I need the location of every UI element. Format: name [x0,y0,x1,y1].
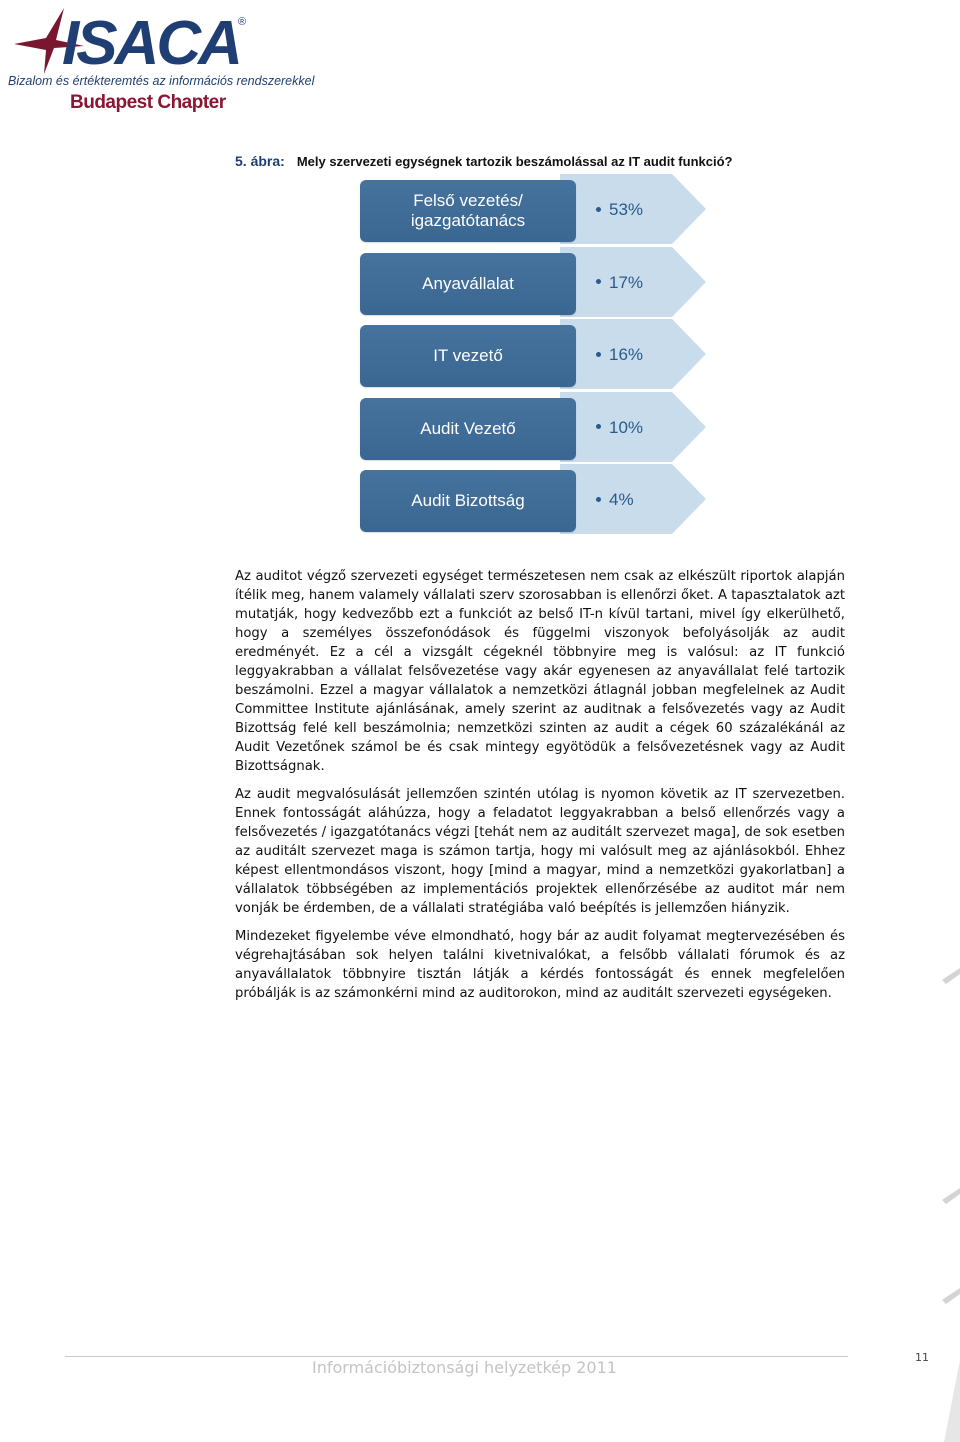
chart-category-label: Felső vezetés/ igazgatótanács [360,180,576,242]
bullet-icon [596,497,601,502]
footer-title: Információbiztonsági helyzetkép 2011 [312,1358,617,1377]
chart-category-label: IT vezető [360,325,576,387]
chart-value-label [596,418,706,438]
chart-row [360,394,720,460]
chart-category-label: Anyavállalat [360,253,576,315]
registered-mark: ® [238,16,247,28]
chart-row [360,321,720,387]
chart-value-text: 17% [609,272,644,292]
isaca-logo [6,4,315,116]
bullet-icon [596,207,601,212]
logo-wordmark: ISACA [62,9,240,78]
bullet-icon [596,424,601,429]
chart-category-label: Audit Bizottság [360,470,576,532]
reporting-chart [360,176,720,546]
chart-row [360,176,720,242]
page-number: 11 [915,1351,929,1364]
paragraph-2: Az audit megvalósulását jellemzően szintén utólag is nyomon követik az IT szervezetben. Ennek fontosságát aláhúzza, hogy a feladatot leggyakrabban a belső ellenőrzés vagy a felsővezetés / igazgatótanács végzi [tehát nem az auditált szervezet maga], de sok esetben az auditált szervezet maga is számon tartja, hogy mi valósult meg az ajánlásokból. Ehhez képest ellentmondásos viszont, hogy [mind a magyar, mind a nemzetközi gyakorlatban] a vállalatok többségében az implementációs projektek ellenőrzésébe az auditot már nem vonják be érdemben, de a vállalati stratégiába való beépítés is jellemzően hiányzik. [235,787,845,916]
figure-label: 5. ábra: [235,153,285,169]
footer-divider [65,1356,848,1357]
paragraph-1: Az auditot végző szervezeti egységet természetesen nem csak az elkészült riportok alapján ítélik meg, hanem valamely vállalati szerv szorosabban is ellenőrzi őket. A tapasztalatok azt mutatják, hogy kedvezőbb ezt a funkciót az belső IT-n kívül tartani, mivel így elkerülhető, hogy a személyes összefonódások és függelmi viszonyok befolyásolják az audit eredményét. Ez a cél a vizsgált cégeknél többnyire meg is valósul: az IT funkció leggyakrabban a vállalat felsővezetése vagy akár egyenesen az anyavállalat felé tartozik beszámolni. Ezzel a magyar vállalatok a nemzetközi átlagnál jobban megfelelnek az Audit Committee Institute ajánlásának, amely szerint az auditnak a felsővezetés vagy az Audit Bizottság felé kell beszámolnia; nemzetközi szinten az audit a cégek 60 százalékánál az Audit Vezetőnek számol be és csak mintegy egyötödük a felsővezetésnek vagy az Audit Bizottságnak. [235,569,845,774]
chart-row [360,466,720,532]
chart-value-label [596,273,706,293]
body-text [235,567,845,1012]
chart-value-text: 10% [609,417,644,437]
figure-caption [235,153,732,171]
chart-category-label: Audit Vezető [360,398,576,460]
chart-value-text: 16% [609,345,644,364]
chart-value-label [596,490,706,510]
decorative-stripes [940,960,960,1442]
chart-value-label [596,345,706,365]
paragraph-3: Mindezeket figyelembe véve elmondható, hogy bár az audit folyamat megtervezésében és végrehajtásában sok helyen találni kivetnivalókat, a felsőbb vállalati fórumok és az anyavállalatok többnyire tisztán látják a kérdés fontosságát és ennek megfelelően próbálják is az számonkérni mind az auditorokon, mind az auditált szervezeti egységeken. [235,929,845,1001]
bullet-icon [596,279,601,284]
logo-tagline: Bizalom és értékteremtés az információs rendszerekkel [8,74,315,88]
chapter-name: Budapest Chapter [70,92,226,113]
chart-value-label [596,200,706,220]
chart-value-text: 53% [609,200,644,219]
bullet-icon [596,352,601,357]
chart-value-text: 4% [609,490,634,509]
chart-row [360,249,720,315]
figure-title: Mely szervezeti egységnek tartozik beszámolással az IT audit funkció? [296,154,733,169]
